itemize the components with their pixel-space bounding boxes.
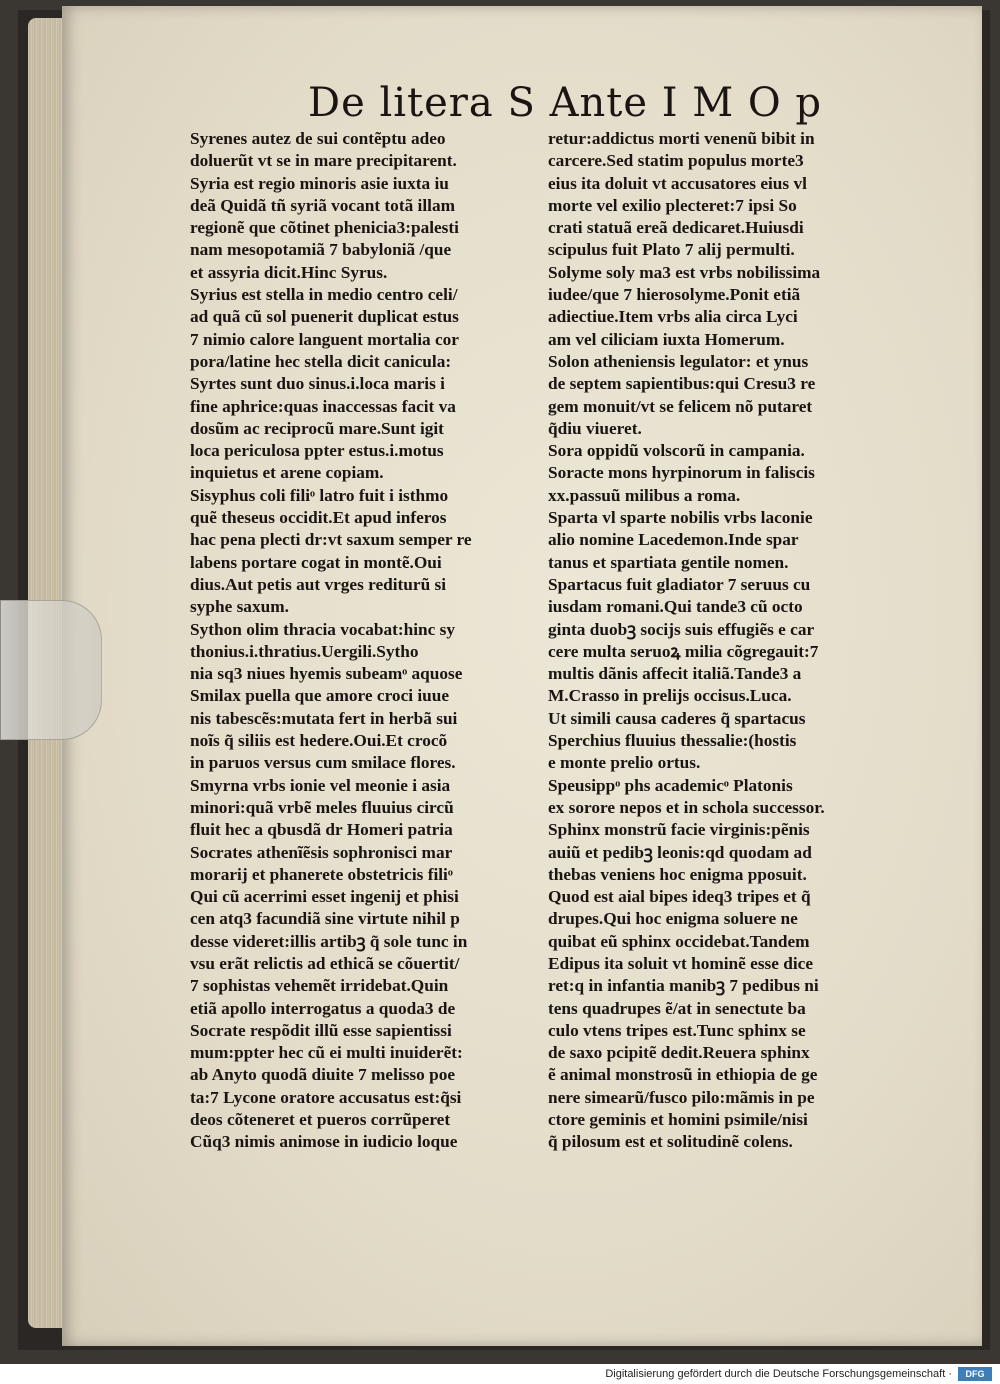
text-line: Sora oppidũ volscorũ in campania. [548,441,805,461]
text-line: Syria est regio minoris asie iuxta iu [190,173,449,193]
text-line: Socrate respõdit illũ esse sapientissi [190,1020,452,1040]
text-line: cen atq3 facundiã sine virtute nihil p [190,909,460,929]
text-line: q̃diu viueret. [548,418,642,438]
text-line: ctore geminis et homini psimile/nisi [548,1110,808,1130]
text-line: iusdam romani.Qui tande3 cũ octo [548,597,803,617]
text-line: et assyria dicit.Hinc Syrus. [190,262,388,282]
text-line: 7 sophistas vehemẽt irridebat.Quin [190,976,449,996]
text-line: in paruos versus cum smilace flores. [190,753,456,773]
text-line: cere multa seruoꝝ milia cõgregauit:7 [548,641,819,661]
text-line: de saxo pcipitẽ dedit.Reuera sphinx [548,1043,810,1063]
text-line: auiũ et pedibꝫ leonis:qd quodam ad [548,842,812,862]
text-line: Soracte mons hyrpinorum in faliscis [548,463,815,483]
text-line: ex sorore nepos et in schola successor. [548,797,825,817]
text-line: Quod est aial bipes ideq3 tripes et q̃ [548,887,811,907]
text-line: Syrenes autez de sui contẽptu adeo [190,129,446,148]
left-column [190,128,542,1154]
text-line: deã Quidã tñ syriã vocant totã illam [190,195,455,215]
text-line: ab Anyto quodã diuite 7 melisso poe [190,1065,456,1085]
text-line: dius.Aut petis aut vrges rediturũ si [190,574,447,594]
text-line: mum:ppter hec cũ ei multi inuiderẽt: [190,1043,463,1063]
text-line: thonius.i.thratius.Uergili.Sytho [190,641,419,661]
text-line: syphe saxum. [190,597,289,617]
text-line: nere simearũ/fusco pilo:mãmis in pe [548,1087,815,1107]
text-line: alio nomine Lacedemon.Inde spar [548,530,799,550]
text-line: Syrtes sunt duo sinus.i.loca maris i [190,374,445,394]
text-line: carcere.Sed statim populus morte3 [548,151,804,171]
text-line: Speusippᵒ phs academicᵒ Platonis [548,775,793,795]
plastic-clip [0,600,102,740]
text-line: crati statuã ereã dedicaret.Huiusdi [548,218,804,238]
text-line: Solon atheniensis legulator: et ynus [548,351,809,371]
dfg-logo: DFG [958,1367,992,1381]
text-line: nia sq3 niues hyemis subeamᵒ aquose [190,664,463,684]
text-line: 7 nimio calore languent mortalia cor [190,329,459,349]
text-line: Sisyphus coli filiᵒ latro fuit i isthmo [190,485,449,505]
text-line: Cũq3 nimis animose in iudicio loque [190,1132,458,1152]
text-line: am vel ciliciam iuxta Homerum. [548,329,785,349]
funding-credit: Digitalisierung gefördert durch die Deutsche Forschungsgemeinschaft · [605,1368,952,1380]
right-column [548,128,900,1154]
text-line: tanus et spartiata gentile nomen. [548,552,789,572]
text-line: nis tabescẽs:mutata fert in herbã sui [190,708,458,728]
text-line: hac pena plecti dr:vt saxum semper re [190,530,472,550]
text-line: deos cõteneret et pueros corrũperet [190,1110,451,1130]
text-line: quẽ theseus occidit.Et apud inferos [190,508,447,528]
text-line: fluit hec a qbusdã dr Homeri patria [190,820,453,840]
text-line: ret:q in infantia manibꝫ 7 pedibus ni [548,976,819,996]
text-line: nam mesopotamiã 7 babyloniã /que [190,240,452,260]
text-line: drupes.Qui hoc enigma soluere ne [548,909,798,929]
text-line: Smilax puella que amore croci iuue [190,686,450,706]
text-line: desse videret:illis artibꝫ q̃ sole tunc in [190,931,468,951]
text-line: minori:quã vrbẽ meles fluuius circũ [190,797,454,817]
text-line: Smyrna vrbs ionie vel meonie i asia [190,775,451,795]
text-line: ta:7 Lycone oratore accusatus est:q̃si [190,1087,462,1107]
text-line: Syrius est stella in medio centro celi/ [190,285,458,305]
text-line: Edipus ita soluit vt hominẽ esse dice [548,953,814,973]
text-line: loca periculosa ppter estus.i.motus [190,441,444,461]
text-line: vsu erãt relictis ad ethicã se cõuertit/ [190,953,460,973]
text-line: Spartacus fuit gladiator 7 seruus cu [548,574,811,594]
text-line: Sparta vl sparte nobilis vrbs laconie [548,508,813,528]
text-line: culo vtens tripes est.Tunc sphinx se [548,1020,806,1040]
text-line: inquietus et arene copiam. [190,463,384,483]
text-line: ad quã cũ sol puenerit duplicat estus [190,307,459,327]
text-line: fine aphrice:quas inaccessas facit va [190,396,456,416]
text-line: dosũm ac reciprocũ mare.Sunt igit [190,418,444,438]
text-line: M.Crasso in prelijs occisus.Luca. [548,686,792,706]
text-line: thebas veniens hoc enigma pposuit. [548,864,807,884]
text-line: morarij et phanerete obstetricis filiᵒ [190,864,453,884]
text-line: multis dãnis affecit italiã.Tande3 a [548,664,802,684]
text-line: retur:addictus morti venenũ bibit in [548,129,815,148]
text-line: pora/latine hec stella dicit canicula: [190,351,452,371]
text-line: etiã apollo interrogatus a quoda3 de [190,998,456,1018]
text-line: Ut simili causa caderes q̃ spartacus [548,708,806,728]
text-line: noĩs q̃ siliis est hedere.Oui.Et crocõ [190,731,448,751]
footer-bar [0,1364,1000,1384]
text-line: doluerũt vt se in mare precipitarent. [190,151,457,171]
text-line: adiectiue.Item vrbs alia circa Lyci [548,307,798,327]
text-line: Qui cũ acerrimi esset ingenij et phisi [190,887,459,907]
text-line: ẽ animal monstrosũ in ethiopia de ge [548,1065,818,1085]
text-line: xx.passuũ milibus a roma. [548,485,741,505]
text-line: de septem sapientibus:qui Cresu3 re [548,374,816,394]
text-line: eius ita doluit vt accusatores eius vl [548,173,807,193]
text-line: Solyme soly ma3 est vrbs nobilissima [548,262,821,282]
text-line: tens quadrupes ẽ/at in senectute ba [548,998,806,1018]
text-line: iudee/que 7 hierosolyme.Ponit etiã [548,285,801,305]
text-line: Sperchius fluuius thessalie:(hostis [548,731,797,751]
text-line: quibat eũ sphinx occidebat.Tandem [548,931,810,951]
text-line: regionẽ que cõtinet phenicia3:palesti [190,218,459,238]
text-line: Sphinx monstrũ facie virginis:pẽnis [548,820,810,840]
text-line: Sython olim thracia vocabat:hinc sy [190,619,455,639]
text-line: e monte prelio ortus. [548,753,701,773]
text-line: morte vel exilio plecteret:7 ipsi So [548,195,797,215]
text-line: gem monuit/vt se felicem nõ putaret [548,396,813,416]
text-line: ginta duobꝫ socijs suis effugiẽs e car [548,619,815,639]
text-line: q̃ pilosum est et solitudinẽ colens. [548,1132,793,1152]
running-head: De litera S Ante I M O p [308,80,822,126]
text-line: labens portare cogat in montẽ.Oui [190,552,442,572]
text-line: scipulus fuit Plato 7 alij permulti. [548,240,795,260]
text-line: Socrates athenĩẽsis sophronisci mar [190,842,453,862]
